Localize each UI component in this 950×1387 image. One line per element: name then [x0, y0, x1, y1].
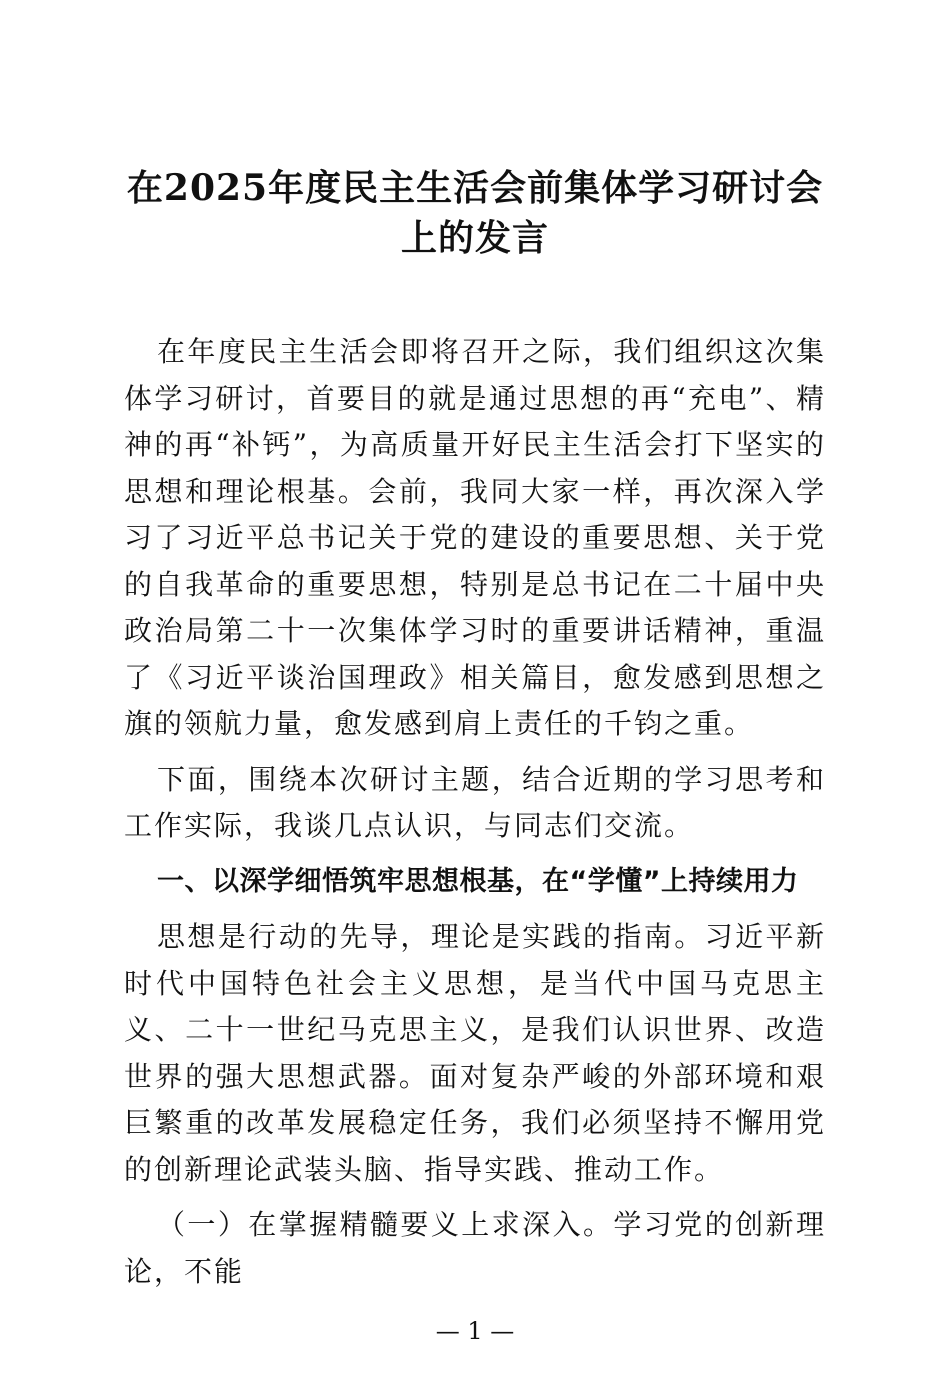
document-body [124, 329, 826, 1295]
paragraph: （一）在掌握精髓要义上求深入。学习党的创新理论，不能 [124, 1208, 826, 1288]
page-number: — 1 — [435, 1317, 515, 1345]
paragraph: 思想是行动的先导，理论是实践的指南。习近平新时代中国特色社会主义思想，是当代中国马克思主义、二十一世纪马克思主义，是我们认识世界、改造世界的强大思想武器。面对复杂严峻的外部环境和艰巨繁重的改革发展稳定任务，我们必须坚持不懈用党的创新理论武装头脑、指导实践、推动工作。 [124, 920, 826, 1186]
document-title: 在2025年度民主生活会前集体学习研讨会上的发言 [126, 167, 824, 259]
paragraph: 在年度民主生活会即将召开之际，我们组织这次集体学习研讨，首要目的就是通过思想的再“充电”、精神的再“补钙”，为高质量开好民主生活会打下坚实的思想和理论根基。会前，我同大家一样，再次深入学习了习近平总书记关于党的建设的重要思想、关于党的自我革命的重要思想，特别是总书记在二十届中央政治局第二十一次集体学习时的重要讲话精神，重温了《习近平谈治国理政》相关篇目，愈发感到思想之旗的领航力量，愈发感到肩上责任的千钧之重。 [124, 335, 826, 740]
section-heading: 一、以深学细悟筑牢思想根基，在“学懂”上持续用力 [157, 865, 799, 897]
paragraph: 下面，围绕本次研讨主题，结合近期的学习思考和工作实际，我谈几点认识，与同志们交流。 [124, 762, 826, 842]
